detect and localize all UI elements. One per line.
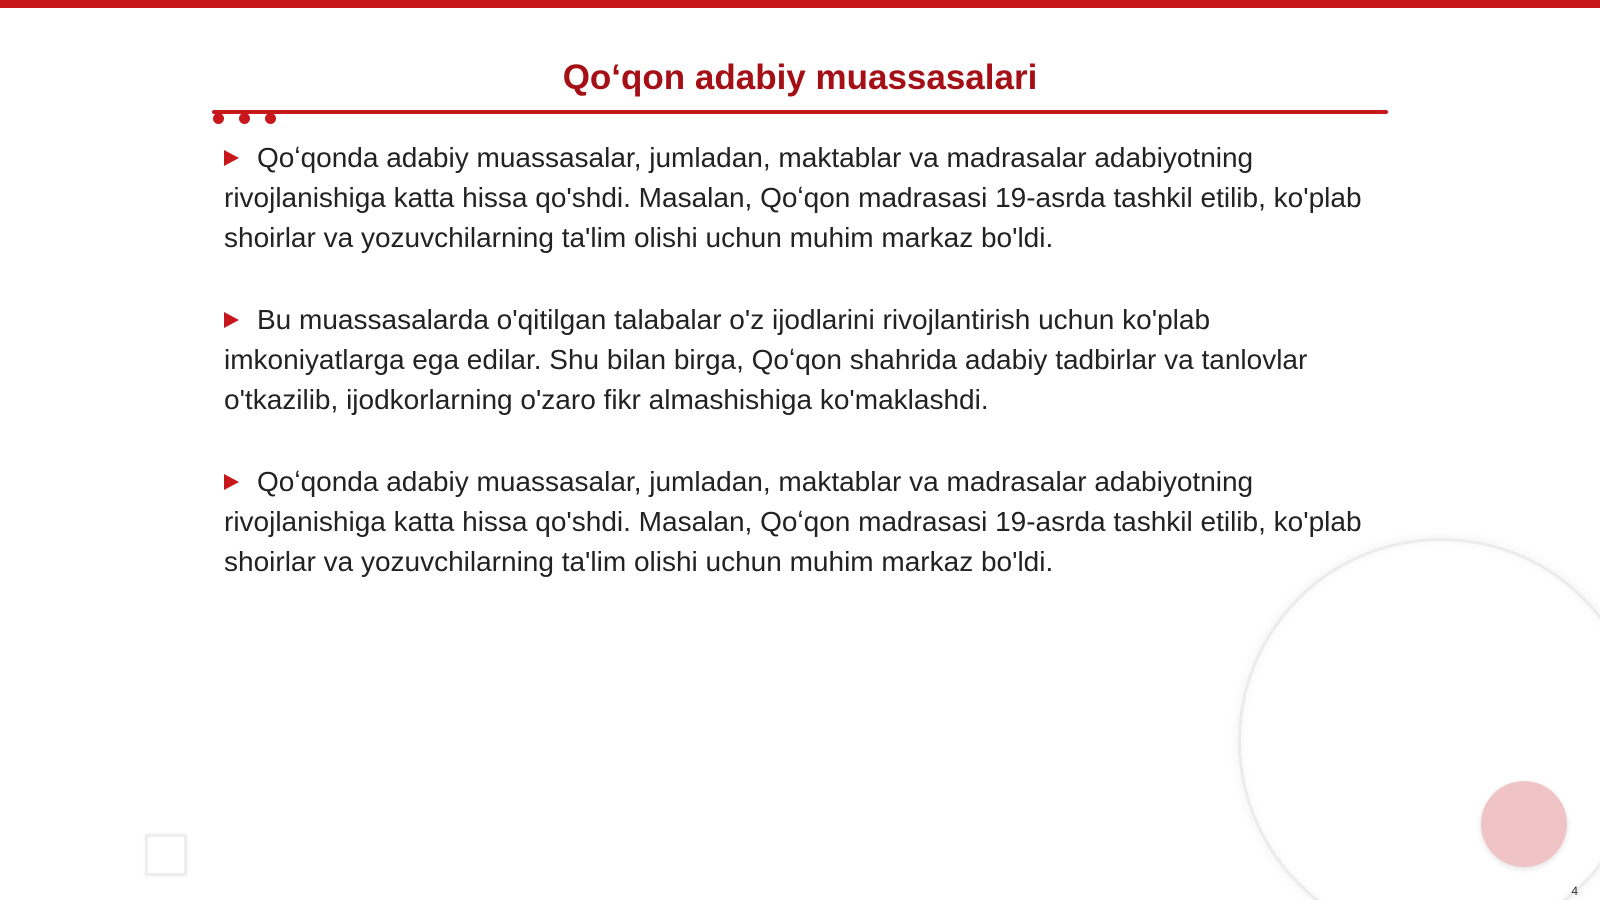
triangle-right-icon <box>224 150 239 166</box>
decorative-dot <box>239 113 250 124</box>
bullet-item <box>224 300 1374 420</box>
decorative-square <box>145 834 187 876</box>
decorative-circle <box>1481 781 1567 867</box>
slide-title: Qoʻqon adabiy muassasalari <box>562 58 1038 97</box>
top-accent-bar <box>0 0 1600 8</box>
triangle-right-icon <box>224 474 239 490</box>
title-underline <box>212 110 1388 114</box>
bullet-text: Qoʻqonda adabiy muassasalar, jumladan, maktablar va madrasalar adabiyotning rivojlanishiga katta hissa qo'shdi. Masalan, Qoʻqon madrasasi 19-asrda tashkil etilib, ko'plab shoirlar va yozuvchilarning ta'lim olishi uchun muhim markaz bo'ldi. <box>224 466 1362 577</box>
decorative-dot <box>265 113 276 124</box>
bullet-list <box>224 138 1374 624</box>
page-number: 4 <box>1571 884 1578 898</box>
decorative-dot <box>213 113 224 124</box>
bullet-item <box>224 462 1374 582</box>
bullet-item <box>224 138 1374 258</box>
bullet-text: Bu muassasalarda o'qitilgan talabalar o'z ijodlarini rivojlantirish uchun ko'plab imkoniyatlarga ega edilar. Shu bilan birga, Qoʻqon shahrida adabiy tadbirlar va tanlovlar o'tkazilib, ijodkorlarning o'zaro fikr almashishiga ko'maklashdi. <box>224 304 1308 415</box>
triangle-right-icon <box>224 312 239 328</box>
bullet-text: Qoʻqonda adabiy muassasalar, jumladan, maktablar va madrasalar adabiyotning rivojlanishiga katta hissa qo'shdi. Masalan, Qoʻqon madrasasi 19-asrda tashkil etilib, ko'plab shoirlar va yozuvchilarning ta'lim olishi uchun muhim markaz bo'ldi. <box>224 142 1362 253</box>
